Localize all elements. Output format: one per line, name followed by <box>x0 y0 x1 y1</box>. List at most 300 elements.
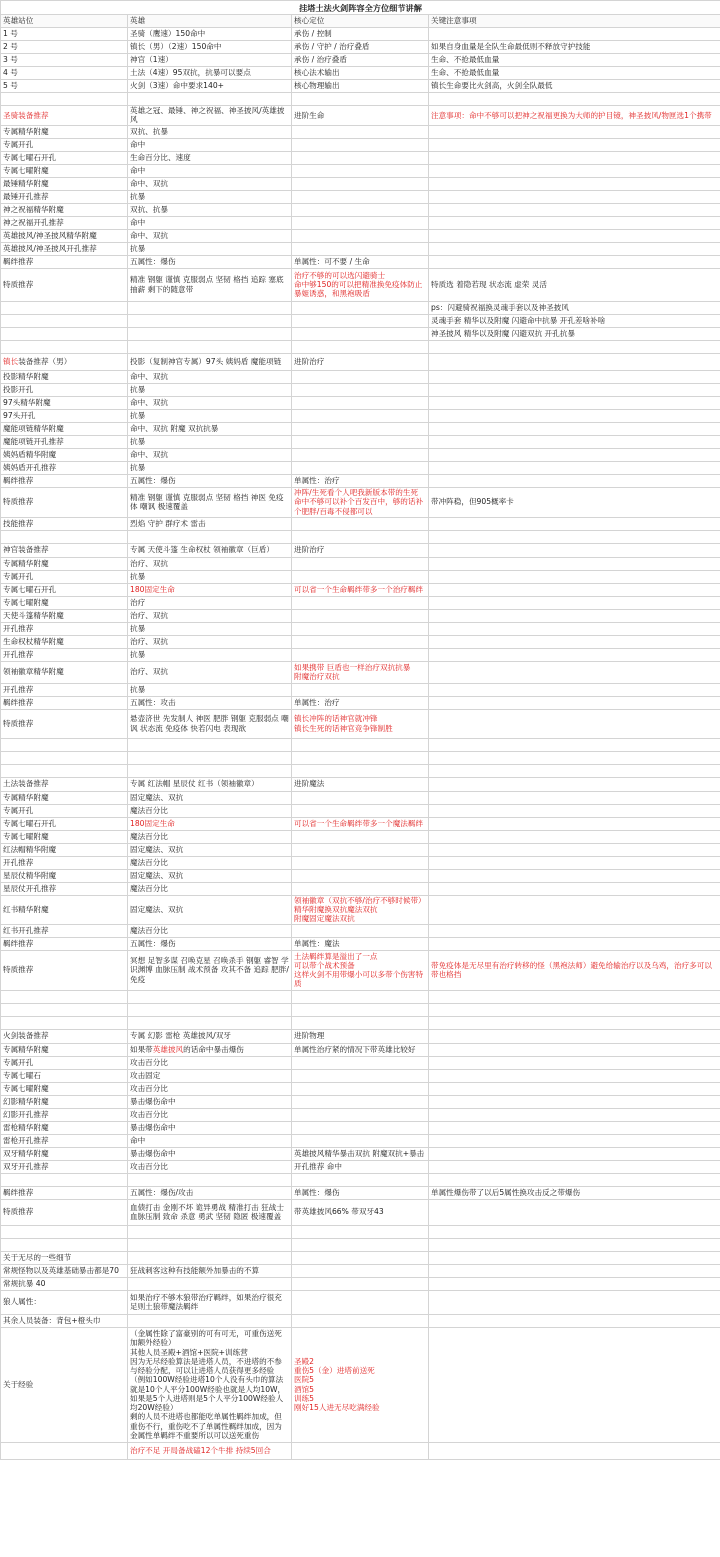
role-cell <box>292 461 429 474</box>
table-row <box>1 924 720 937</box>
role-cell: 单属性：治疗 <box>292 474 429 487</box>
position-cell: 开孔推荐 <box>1 683 128 696</box>
role-cell: 开孔推荐 命中 <box>292 1160 429 1173</box>
role-cell <box>292 1121 429 1134</box>
hero-cell: 暴击爆伤命中 <box>128 1121 292 1134</box>
notes-cell: 特质选 着隐若现 状态流 虚荣 灵活 <box>429 268 720 301</box>
position-cell <box>1 301 128 314</box>
position-cell: 双牙开孔推荐 <box>1 1160 128 1173</box>
notes-cell <box>429 570 720 583</box>
notes-cell <box>429 396 720 409</box>
hero-cell: 攻击百分比 <box>128 1108 292 1121</box>
hero-cell: 暴击爆伤命中 <box>128 1095 292 1108</box>
notes-cell <box>429 383 720 396</box>
position-cell: 姨妈盾开孔推荐 <box>1 461 128 474</box>
role-cell: 英雄披风精华暴击双抗 附魔双抗+暴击 <box>292 1147 429 1160</box>
hero-cell: 魔法百分比 <box>128 856 292 869</box>
role-cell: 单属性治疗紧的情况下带英雄比较好 <box>292 1043 429 1056</box>
role-cell <box>292 93 429 106</box>
hero-cell: 神官（1速） <box>128 54 292 67</box>
role-cell: 核心物理输出 <box>292 80 429 93</box>
notes-cell <box>429 1069 720 1082</box>
position-cell: 5 号 <box>1 80 128 93</box>
position-cell <box>1 1238 128 1251</box>
position-cell: 专属开孔 <box>1 570 128 583</box>
hero-cell <box>128 1251 292 1264</box>
role-cell: 单属性：可不要 / 生命 <box>292 255 429 268</box>
hero-cell <box>128 751 292 764</box>
notes-cell <box>429 1199 720 1225</box>
notes-cell: 带免疫体是无尽里有治疗转移的怪（黑袍法师）避免给输治疗以及乌鸡，治疗多可以带也格挡 <box>429 950 720 990</box>
position-cell: 雷枪精华附魔 <box>1 1121 128 1134</box>
table-row <box>1 570 720 583</box>
position-cell: 魔能项链精华附魔 <box>1 422 128 435</box>
table-row <box>1 1314 720 1327</box>
notes-cell <box>429 1029 720 1043</box>
notes-cell <box>429 1082 720 1095</box>
hero-cell: 固定魔法、双抗 <box>128 843 292 856</box>
role-cell <box>292 340 429 353</box>
hero-cell: 命中、双抗 <box>128 448 292 461</box>
position-cell: 专属精华附魔 <box>1 125 128 138</box>
table-row <box>1 557 720 570</box>
hero-cell: 五属性：爆伤 <box>128 474 292 487</box>
table-row <box>1 164 720 177</box>
table-row <box>1 817 720 830</box>
role-cell <box>292 517 429 530</box>
hero-cell <box>128 990 292 1003</box>
position-cell: 投影精华附魔 <box>1 370 128 383</box>
hero-cell: 治疗 <box>128 596 292 609</box>
role-cell: 单属性：魔法 <box>292 937 429 950</box>
hero-cell: 抗暴 <box>128 435 292 448</box>
hero-cell: 英雄之冠、最锤、神之祝福、神圣披风/英雄披风 <box>128 106 292 126</box>
position-cell <box>1 1442 128 1459</box>
position-cell <box>1 1016 128 1029</box>
table-row <box>1 461 720 474</box>
notes-cell <box>429 924 720 937</box>
table-row <box>1 596 720 609</box>
notes-cell <box>429 1121 720 1134</box>
table-row <box>1 396 720 409</box>
hero-cell: 抗暴 <box>128 461 292 474</box>
table-row <box>1 28 720 41</box>
position-cell: 英雄披风/神圣披风开孔推荐 <box>1 242 128 255</box>
position-cell: 最锤开孔推荐 <box>1 190 128 203</box>
position-cell: 红书开孔推荐 <box>1 924 128 937</box>
role-cell <box>292 301 429 314</box>
table-row <box>1 41 720 54</box>
table-row <box>1 370 720 383</box>
table-row <box>1 869 720 882</box>
role-cell <box>292 764 429 777</box>
position-cell: 开孔推荐 <box>1 856 128 869</box>
notes-cell <box>429 93 720 106</box>
notes-cell <box>429 937 720 950</box>
position-cell: 幻影开孔推荐 <box>1 1108 128 1121</box>
notes-cell <box>429 370 720 383</box>
hero-cell: 精准 钢躯 谨慎 克服弱点 坚韧 格挡 追踪 塞底 抽薪 剩下的随意带 <box>128 268 292 301</box>
notes-cell <box>429 530 720 543</box>
position-cell <box>1 738 128 751</box>
notes-cell <box>429 543 720 557</box>
table-row <box>1 1016 720 1029</box>
notes-cell: 注意事项：命中不够可以把神之祝福更换为大师的护目镜，神圣披风/物匣选1个携带 <box>429 106 720 126</box>
table-row <box>1 1327 720 1442</box>
role-cell <box>292 314 429 327</box>
hero-cell: 固定魔法、双抗 <box>128 895 292 924</box>
notes-cell <box>429 138 720 151</box>
table-row <box>1 80 720 93</box>
hero-cell: 180固定生命 <box>128 583 292 596</box>
hero-cell: 专属 红法帽 星辰仗 红书（领袖徽章） <box>128 777 292 791</box>
notes-cell <box>429 125 720 138</box>
table-row <box>1 990 720 1003</box>
notes-cell: 生命、不抢最低血量 <box>429 67 720 80</box>
notes-cell <box>429 661 720 683</box>
hero-cell <box>128 1277 292 1290</box>
position-cell: 专属开孔 <box>1 138 128 151</box>
role-cell <box>292 1314 429 1327</box>
role-cell <box>292 830 429 843</box>
role-cell <box>292 370 429 383</box>
table-row <box>1 435 720 448</box>
role-cell: 进阶生命 <box>292 106 429 126</box>
hero-cell: 魔法百分比 <box>128 882 292 895</box>
role-cell <box>292 190 429 203</box>
notes-cell <box>429 804 720 817</box>
position-cell <box>1 1225 128 1238</box>
notes-cell <box>429 461 720 474</box>
table-row <box>1 1095 720 1108</box>
hero-cell <box>128 1225 292 1238</box>
table-row <box>1 177 720 190</box>
notes-cell <box>429 340 720 353</box>
notes-cell <box>429 28 720 41</box>
role-cell <box>292 530 429 543</box>
hero-cell: 命中 <box>128 164 292 177</box>
role-cell: 进阶治疗 <box>292 543 429 557</box>
position-cell <box>1 327 128 340</box>
position-cell: 4 号 <box>1 67 128 80</box>
notes-cell <box>429 1290 720 1314</box>
position-cell: 姨妈盾精华附魔 <box>1 448 128 461</box>
table-row <box>1 543 720 557</box>
notes-cell <box>429 216 720 229</box>
position-cell: 幻影精华附魔 <box>1 1095 128 1108</box>
hero-cell: 血债打击 金刚不坏 诡异勇战 精准打击 狂战士 血脉压制 致命 杀意 勇武 坚韧 隐匿 极速覆盖 <box>128 1199 292 1225</box>
role-cell <box>292 570 429 583</box>
role-cell <box>292 683 429 696</box>
table-row <box>1 937 720 950</box>
role-cell <box>292 1003 429 1016</box>
role-cell <box>292 869 429 882</box>
position-cell: 天使斗篷精华附魔 <box>1 609 128 622</box>
table-row <box>1 242 720 255</box>
position-cell: 专属七曜附魔 <box>1 1082 128 1095</box>
role-cell <box>292 1277 429 1290</box>
role-cell: 核心法术输出 <box>292 67 429 80</box>
position-cell: 生命权杖精华附魔 <box>1 635 128 648</box>
role-cell: 承伤 / 控制 <box>292 28 429 41</box>
notes-cell <box>429 1173 720 1186</box>
hero-cell <box>128 530 292 543</box>
role-cell: 圣殿2 重伤5（金）进塔前送死 医院5 酒馆5 训练5 刚好15人进无尽吃满经验 <box>292 1327 429 1442</box>
notes-cell: 单属性爆伤带了以后5属性换攻击反之带爆伤 <box>429 1186 720 1199</box>
role-cell <box>292 138 429 151</box>
hero-cell <box>128 1003 292 1016</box>
role-cell <box>292 203 429 216</box>
hero-cell: 命中、双抗 <box>128 396 292 409</box>
table-row <box>1 709 720 738</box>
position-cell: 专属七曜石 <box>1 1069 128 1082</box>
table-row <box>1 106 720 126</box>
hero-cell: 如果带英雄披风的话命中暴击爆伤 <box>128 1043 292 1056</box>
notes-cell <box>429 777 720 791</box>
position-cell: 星辰仗开孔推荐 <box>1 882 128 895</box>
notes-cell <box>429 255 720 268</box>
table-row <box>1 777 720 791</box>
role-cell <box>292 435 429 448</box>
table-row <box>1 353 720 370</box>
position-cell: 开孔推荐 <box>1 622 128 635</box>
position-cell: 专属精华附魔 <box>1 791 128 804</box>
position-cell: 雷枪开孔推荐 <box>1 1134 128 1147</box>
table-row <box>1 1147 720 1160</box>
hero-cell: 精准 钢躯 谨慎 克服弱点 坚韧 格挡 神医 免疫体 嘲讽 极速覆盖 <box>128 487 292 517</box>
hero-cell: 烈焰 守护 群疗术 雷击 <box>128 517 292 530</box>
role-cell <box>292 216 429 229</box>
position-cell: 开孔推荐 <box>1 648 128 661</box>
table-row <box>1 1199 720 1225</box>
notes-cell <box>429 622 720 635</box>
notes-cell: ps：闪避骑祝福换灵魂手套以及神圣披风 <box>429 301 720 314</box>
position-cell: 特质推荐 <box>1 709 128 738</box>
role-cell <box>292 1056 429 1069</box>
position-cell: 镇长装备推荐（男） <box>1 353 128 370</box>
position-cell: 关于经验 <box>1 1327 128 1442</box>
role-cell: 单属性：爆伤 <box>292 1186 429 1199</box>
hero-cell: （金属性除了富豪别的可有可无，可重伤送死加额外经验） 其他人员圣殿+酒馆+医院+训练营 因为无尽经验算法是进塔人员，不进塔的不参与经验分配，可以让进塔人员获得更多经验 （例如100W经验进塔10个人没有头巾的算法就是10个人平分100W经验也就是人均10W，如果是5个人进塔则是5个人平分100W经验人均20W经验） 剩的人员不进塔也都能吃单属性羁绊加成，但重伤不行，重伤吃不了单属性羁绊加成，因为金属性单羁绊不重要所以可以送死重伤 <box>128 1327 292 1442</box>
notes-cell <box>429 1225 720 1238</box>
table-row <box>1 609 720 622</box>
role-cell <box>292 177 429 190</box>
hero-cell <box>128 764 292 777</box>
table-row <box>1 1121 720 1134</box>
role-cell <box>292 1082 429 1095</box>
role-cell <box>292 1290 429 1314</box>
role-cell: 冲阵/生死看个人吧我新版本带的生死 命中不够可以补个百发百中，够的话补个肥胖/百毒不侵都可以 <box>292 487 429 517</box>
table-row <box>1 1056 720 1069</box>
table-row <box>1 830 720 843</box>
table-row <box>1 791 720 804</box>
position-cell: 专属开孔 <box>1 804 128 817</box>
role-cell <box>292 648 429 661</box>
hero-cell: 命中、双抗 附魔 双抗抗暴 <box>128 422 292 435</box>
table-row <box>1 1160 720 1173</box>
notes-cell <box>429 190 720 203</box>
notes-cell <box>429 696 720 709</box>
notes-cell <box>429 738 720 751</box>
role-cell <box>292 1134 429 1147</box>
hero-cell: 命中、双抗 <box>128 229 292 242</box>
hero-cell: 如果治疗不够木狼带治疗羁绊，如果治疗很充足则土狼带魔法羁绊 <box>128 1290 292 1314</box>
notes-cell <box>429 1016 720 1029</box>
hero-cell: 攻击百分比 <box>128 1160 292 1173</box>
notes-cell: 灵魂手套 精华以及附魔 闪避命中抗暴 开孔差啥补啥 <box>429 314 720 327</box>
position-cell: 技能推荐 <box>1 517 128 530</box>
notes-cell <box>429 843 720 856</box>
table-row <box>1 751 720 764</box>
table-row <box>1 950 720 990</box>
table-row <box>1 301 720 314</box>
position-cell: 2 号 <box>1 41 128 54</box>
table-row <box>1 882 720 895</box>
table-row <box>1 530 720 543</box>
notes-cell <box>429 1108 720 1121</box>
hero-cell: 命中 <box>128 138 292 151</box>
hero-cell: 命中、双抗 <box>128 177 292 190</box>
hero-cell: 火剑（3速）命中要求140+ <box>128 80 292 93</box>
notes-cell <box>429 869 720 882</box>
hero-cell: 抗暴 <box>128 570 292 583</box>
role-cell <box>292 596 429 609</box>
role-cell <box>292 125 429 138</box>
role-cell: 单属性：治疗 <box>292 696 429 709</box>
role-cell <box>292 229 429 242</box>
notes-cell <box>429 448 720 461</box>
position-cell: 狼人属性： <box>1 1290 128 1314</box>
position-cell: 投影开孔 <box>1 383 128 396</box>
notes-cell <box>429 229 720 242</box>
table-row <box>1 635 720 648</box>
notes-cell <box>429 1134 720 1147</box>
notes-cell <box>429 895 720 924</box>
hero-cell <box>128 1173 292 1186</box>
hero-cell: 抗暴 <box>128 622 292 635</box>
hero-cell: 专属 幻影 雷枪 英雄披风/双牙 <box>128 1029 292 1043</box>
position-cell: 特质推荐 <box>1 487 128 517</box>
notes-cell <box>429 1056 720 1069</box>
role-cell: 进阶治疗 <box>292 353 429 370</box>
position-cell <box>1 340 128 353</box>
role-cell <box>292 1069 429 1082</box>
position-cell: 神之祝福开孔推荐 <box>1 216 128 229</box>
position-cell: 魔能项链开孔推荐 <box>1 435 128 448</box>
hero-cell <box>128 301 292 314</box>
notes-cell <box>429 830 720 843</box>
role-cell: 承伤 / 治疗叠盾 <box>292 54 429 67</box>
hero-cell: 五属性：攻击 <box>128 696 292 709</box>
role-cell: 核心定位 <box>292 15 429 28</box>
role-cell <box>292 1238 429 1251</box>
hero-cell: 治疗、双抗 <box>128 635 292 648</box>
role-cell <box>292 1173 429 1186</box>
table-row <box>1 1251 720 1264</box>
hero-cell: 悬壶济世 先发制人 神医 肥胖 钢躯 克服弱点 嘲讽 状态流 免疫体 快若闪电 表现欲 <box>128 709 292 738</box>
table-row <box>1 93 720 106</box>
notes-cell <box>429 1327 720 1442</box>
notes-cell <box>429 1442 720 1459</box>
role-cell <box>292 843 429 856</box>
notes-cell <box>429 557 720 570</box>
hero-cell: 狂战刺客这种有技能额外加暴击的不算 <box>128 1264 292 1277</box>
hero-cell: 五属性：爆伤/攻击 <box>128 1186 292 1199</box>
position-cell: 红书精华附魔 <box>1 895 128 924</box>
notes-cell <box>429 409 720 422</box>
notes-cell <box>429 635 720 648</box>
role-cell <box>292 448 429 461</box>
role-cell: 治疗不够的可以选闪避骑士 命中够150的可以把精准换免疫体防止暴姬诱惑，和黑袍吸盾 <box>292 268 429 301</box>
position-cell: 英雄披风/神圣披风精华附魔 <box>1 229 128 242</box>
table-row <box>1 1134 720 1147</box>
role-cell <box>292 856 429 869</box>
hero-cell: 攻击百分比 <box>128 1082 292 1095</box>
notes-cell <box>429 435 720 448</box>
position-cell: 神官装备推荐 <box>1 543 128 557</box>
hero-cell: 命中 <box>128 1134 292 1147</box>
hero-cell: 抗暴 <box>128 648 292 661</box>
table-row <box>1 487 720 517</box>
hero-cell: 治疗不足 开局备战磕12个牛排 持续5回合 <box>128 1442 292 1459</box>
position-cell: 专属七曜附魔 <box>1 596 128 609</box>
table-row <box>1 1082 720 1095</box>
role-cell <box>292 242 429 255</box>
notes-cell <box>429 609 720 622</box>
position-cell: 特质推荐 <box>1 1199 128 1225</box>
position-cell: 神之祝福精华附魔 <box>1 203 128 216</box>
notes-cell <box>429 474 720 487</box>
position-cell: 专属七曜石开孔 <box>1 151 128 164</box>
position-cell: 常规抗暴 40 <box>1 1277 128 1290</box>
role-cell <box>292 635 429 648</box>
role-cell <box>292 751 429 764</box>
notes-cell <box>429 353 720 370</box>
position-cell: 97头精华附魔 <box>1 396 128 409</box>
notes-cell <box>429 1043 720 1056</box>
position-cell: 其余人员装备：背包+橙头巾 <box>1 1314 128 1327</box>
notes-cell <box>429 709 720 738</box>
hero-cell <box>128 314 292 327</box>
table-row <box>1 67 720 80</box>
notes-cell: 生命、不抢最低血量 <box>429 54 720 67</box>
hero-cell: 命中 <box>128 216 292 229</box>
notes-cell <box>429 242 720 255</box>
hero-cell: 治疗、双抗 <box>128 661 292 683</box>
table-row <box>1 1277 720 1290</box>
position-cell <box>1 1173 128 1186</box>
position-cell: 3 号 <box>1 54 128 67</box>
position-cell: 专属开孔 <box>1 1056 128 1069</box>
position-cell: 1 号 <box>1 28 128 41</box>
notes-cell <box>429 177 720 190</box>
table-row <box>1 622 720 635</box>
hero-cell: 攻击百分比 <box>128 1056 292 1069</box>
hero-cell <box>128 327 292 340</box>
position-cell: 羁绊推荐 <box>1 255 128 268</box>
role-cell <box>292 609 429 622</box>
table-row <box>1 383 720 396</box>
hero-cell: 抗暴 <box>128 683 292 696</box>
role-cell <box>292 1442 429 1459</box>
position-cell: 97头开孔 <box>1 409 128 422</box>
table-row <box>1 255 720 268</box>
role-cell <box>292 409 429 422</box>
hero-cell <box>128 93 292 106</box>
table-row <box>1 738 720 751</box>
position-cell: 圣骑装备推荐 <box>1 106 128 126</box>
table-row <box>1 683 720 696</box>
